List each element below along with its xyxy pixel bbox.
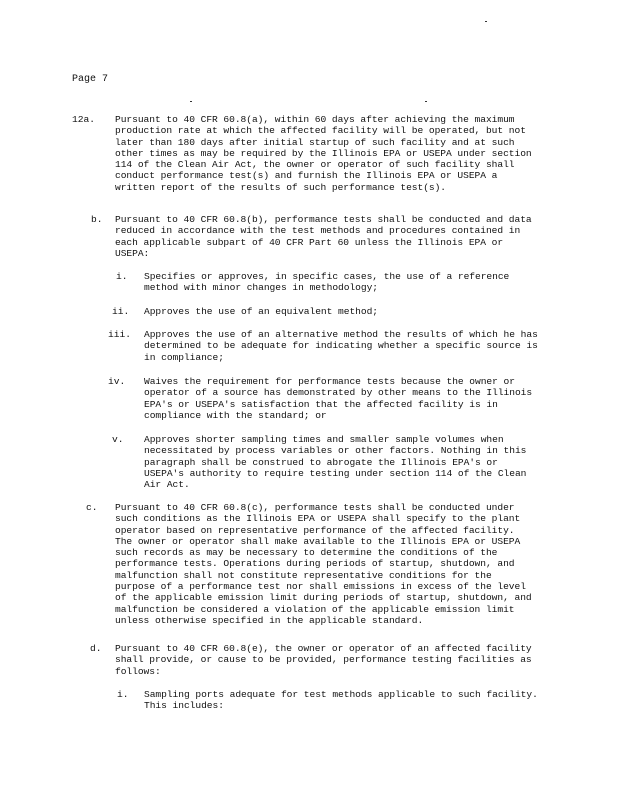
item-b-iii-text: Approves the use of an alternative method the results of which he has determined to be adequate for indicating whether a specific source is in compliance; xyxy=(144,329,544,363)
item-b-i-text: Specifies or approves, in specific cases, the use of a reference method with minor changes in methodology; xyxy=(144,271,515,294)
item-b-iii-label: iii. xyxy=(108,329,132,340)
item-c-text: Pursuant to 40 CFR 60.8(c), performance tests shall be conducted under such conditions as the Illinois EPA or USEPA shall specify to the plant operator based on representative performance of the affected facility. The owner or operator shall make available to the Illinois EPA or USEPA such records as may be necessary to determine the conditions of the performance tests. Operations during periods of startup, shutdown, and malfunction shall not constitute representative conditions for the purpose of a performance test nor shall emissions in excess of the level of the applicable emission limit during periods of startup, shutdown, and malfunction be considered a violation of the applicable emission limit unless otherwise specified in the applicable standard. xyxy=(115,502,538,626)
scan-speck xyxy=(425,101,427,102)
item-b-ii-label: ii. xyxy=(112,306,130,317)
item-b-v-label: v. xyxy=(112,434,124,445)
scan-speck xyxy=(485,21,487,22)
item-b-iv-text: Waives the requirement for performance tests because the owner or operator of a source has demonstrated by other means to the Illinois EPA's or USEPA's satisfaction that the affected facility is in compliance with the standard; or xyxy=(144,376,538,421)
item-12a-label: 12a. xyxy=(72,114,96,125)
item-b-text: Pursuant to 40 CFR 60.8(b), performance tests shall be conducted and data reduced in accordance with the test methods and procedures contained in each applicable subpart of 40 CFR Part 60 unless the Illinois EPA or USEPA: xyxy=(115,214,538,259)
item-d-i-label: i. xyxy=(117,689,129,700)
item-b-label: b. xyxy=(91,214,103,225)
item-d-label: d. xyxy=(90,643,102,654)
scan-speck xyxy=(190,101,192,102)
item-c-label: c. xyxy=(86,502,98,513)
item-b-v-text: Approves shorter sampling times and smaller sample volumes when necessitated by process variables or other factors. Nothing in this paragraph shall be construed to abrogate the Illinois EPA's or USEPA's authority to require testing under section 114 of the Clean Air Act. xyxy=(144,434,533,491)
item-b-iv-label: iv. xyxy=(108,376,126,387)
item-b-i-label: i. xyxy=(116,271,128,282)
page-header: Page 7 xyxy=(72,74,109,85)
item-d-i-text: Sampling ports adequate for test methods applicable to such facility. This includes: xyxy=(144,689,544,712)
item-b-ii-text: Approves the use of an equivalent method; xyxy=(144,306,378,317)
item-12a-text: Pursuant to 40 CFR 60.8(a), within 60 days after achieving the maximum production rate at which the affected facility will be operated, but not later than 180 days after initial startup of such facility and at such other times as may be required by the Illinois EPA or USEPA under section 114 of the Clean Air Act, the owner or operator of such facility shall conduct performance test(s) and furnish the Illinois EPA or USEPA a written report of the results of such performance test(s). xyxy=(115,114,538,193)
item-d-text: Pursuant to 40 CFR 60.8(e), the owner or operator of an affected facility shall provide, or cause to be provided, performance testing facilities as follows: xyxy=(115,643,538,677)
